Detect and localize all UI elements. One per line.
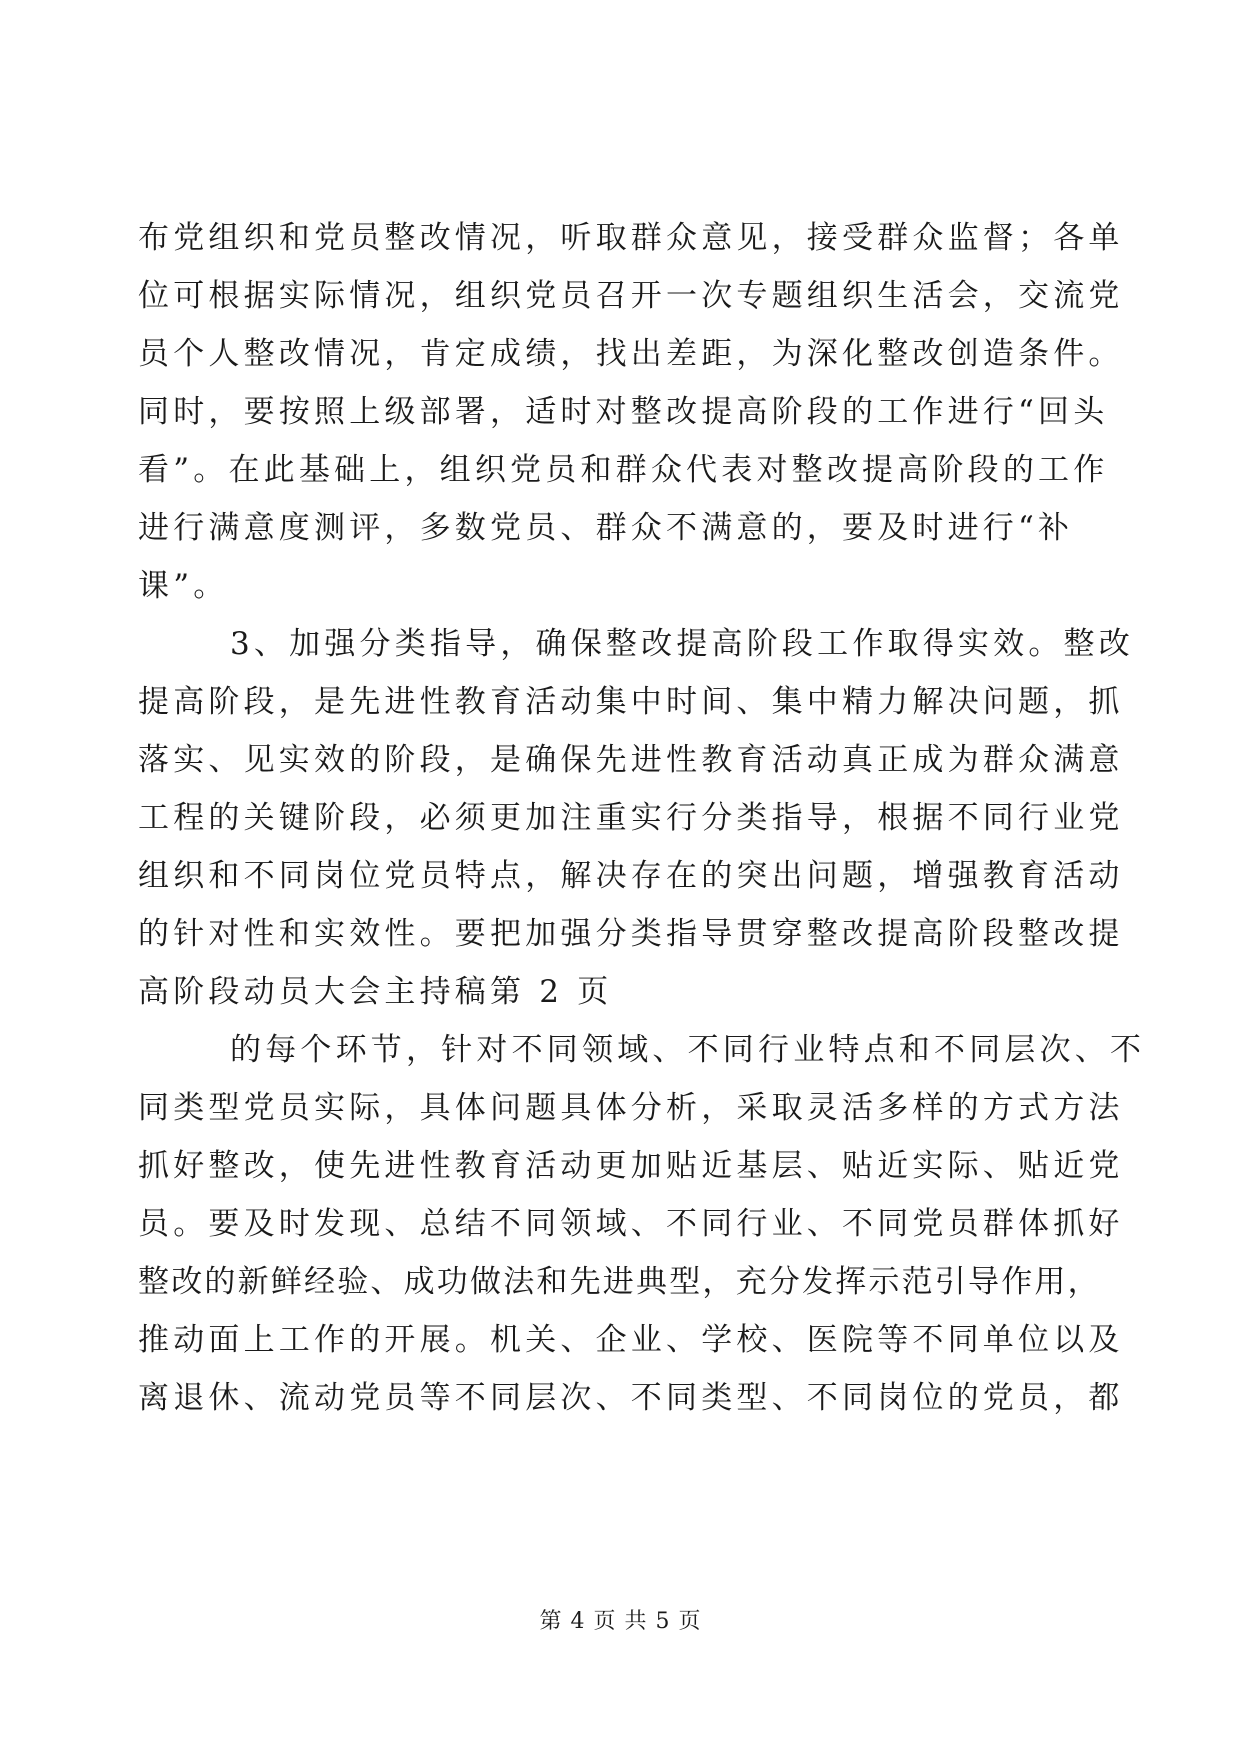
text-line: 离退休、流动党员等不同层次、不同类型、不同岗位的党员，都 bbox=[138, 1380, 1124, 1416]
text-line: 进行满意度测评，多数党员、群众不满意的，要及时进行“补 bbox=[138, 510, 1074, 546]
text-line: 员个人整改情况，肯定成绩，找出差距，为深化整改创造条件。 bbox=[138, 336, 1124, 372]
text-line: 高阶段动员大会主持稿第 2 页 bbox=[138, 974, 613, 1010]
text-line: 推动面上工作的开展。机关、企业、学校、医院等不同单位以及 bbox=[138, 1322, 1124, 1358]
text-line: 员。要及时发现、总结不同领域、不同行业、不同党员群体抓好 bbox=[138, 1206, 1124, 1242]
text-line: 同类型党员实际，具体问题具体分析，采取灵活多样的方式方法 bbox=[138, 1090, 1124, 1126]
text-line: 看”。在此基础上，组织党员和群众代表对整改提高阶段的工作 bbox=[138, 452, 1109, 488]
text-line: 整改的新鲜经验、成功做法和先进典型，充分发挥示范引导作用， bbox=[138, 1264, 1101, 1300]
text-line: 3、加强分类指导，确保整改提高阶段工作取得实效。整改 bbox=[230, 626, 1134, 662]
text-line: 位可根据实际情况，组织党员召开一次专题组织生活会，交流党 bbox=[138, 278, 1124, 314]
text-line: 抓好整改，使先进性教育活动更加贴近基层、贴近实际、贴近党 bbox=[138, 1148, 1124, 1184]
text-line: 课”。 bbox=[138, 568, 229, 604]
page-number-footer: 第 4 页 共 5 页 bbox=[539, 1609, 702, 1634]
text-line: 提高阶段，是先进性教育活动集中时间、集中精力解决问题，抓 bbox=[138, 684, 1124, 720]
text-line: 的每个环节，针对不同领域、不同行业特点和不同层次、不 bbox=[230, 1032, 1146, 1068]
text-line: 同时，要按照上级部署，适时对整改提高阶段的工作进行“回头 bbox=[138, 394, 1109, 430]
text-line: 组织和不同岗位党员特点，解决存在的突出问题，增强教育活动 bbox=[138, 858, 1124, 894]
text-line: 落实、见实效的阶段，是确保先进性教育活动真正成为群众满意 bbox=[138, 742, 1124, 778]
text-line: 的针对性和实效性。要把加强分类指导贯穿整改提高阶段整改提 bbox=[138, 916, 1124, 952]
text-line: 布党组织和党员整改情况，听取群众意见，接受群众监督；各单 bbox=[138, 220, 1124, 256]
text-line: 工程的关键阶段，必须更加注重实行分类指导，根据不同行业党 bbox=[138, 800, 1124, 836]
